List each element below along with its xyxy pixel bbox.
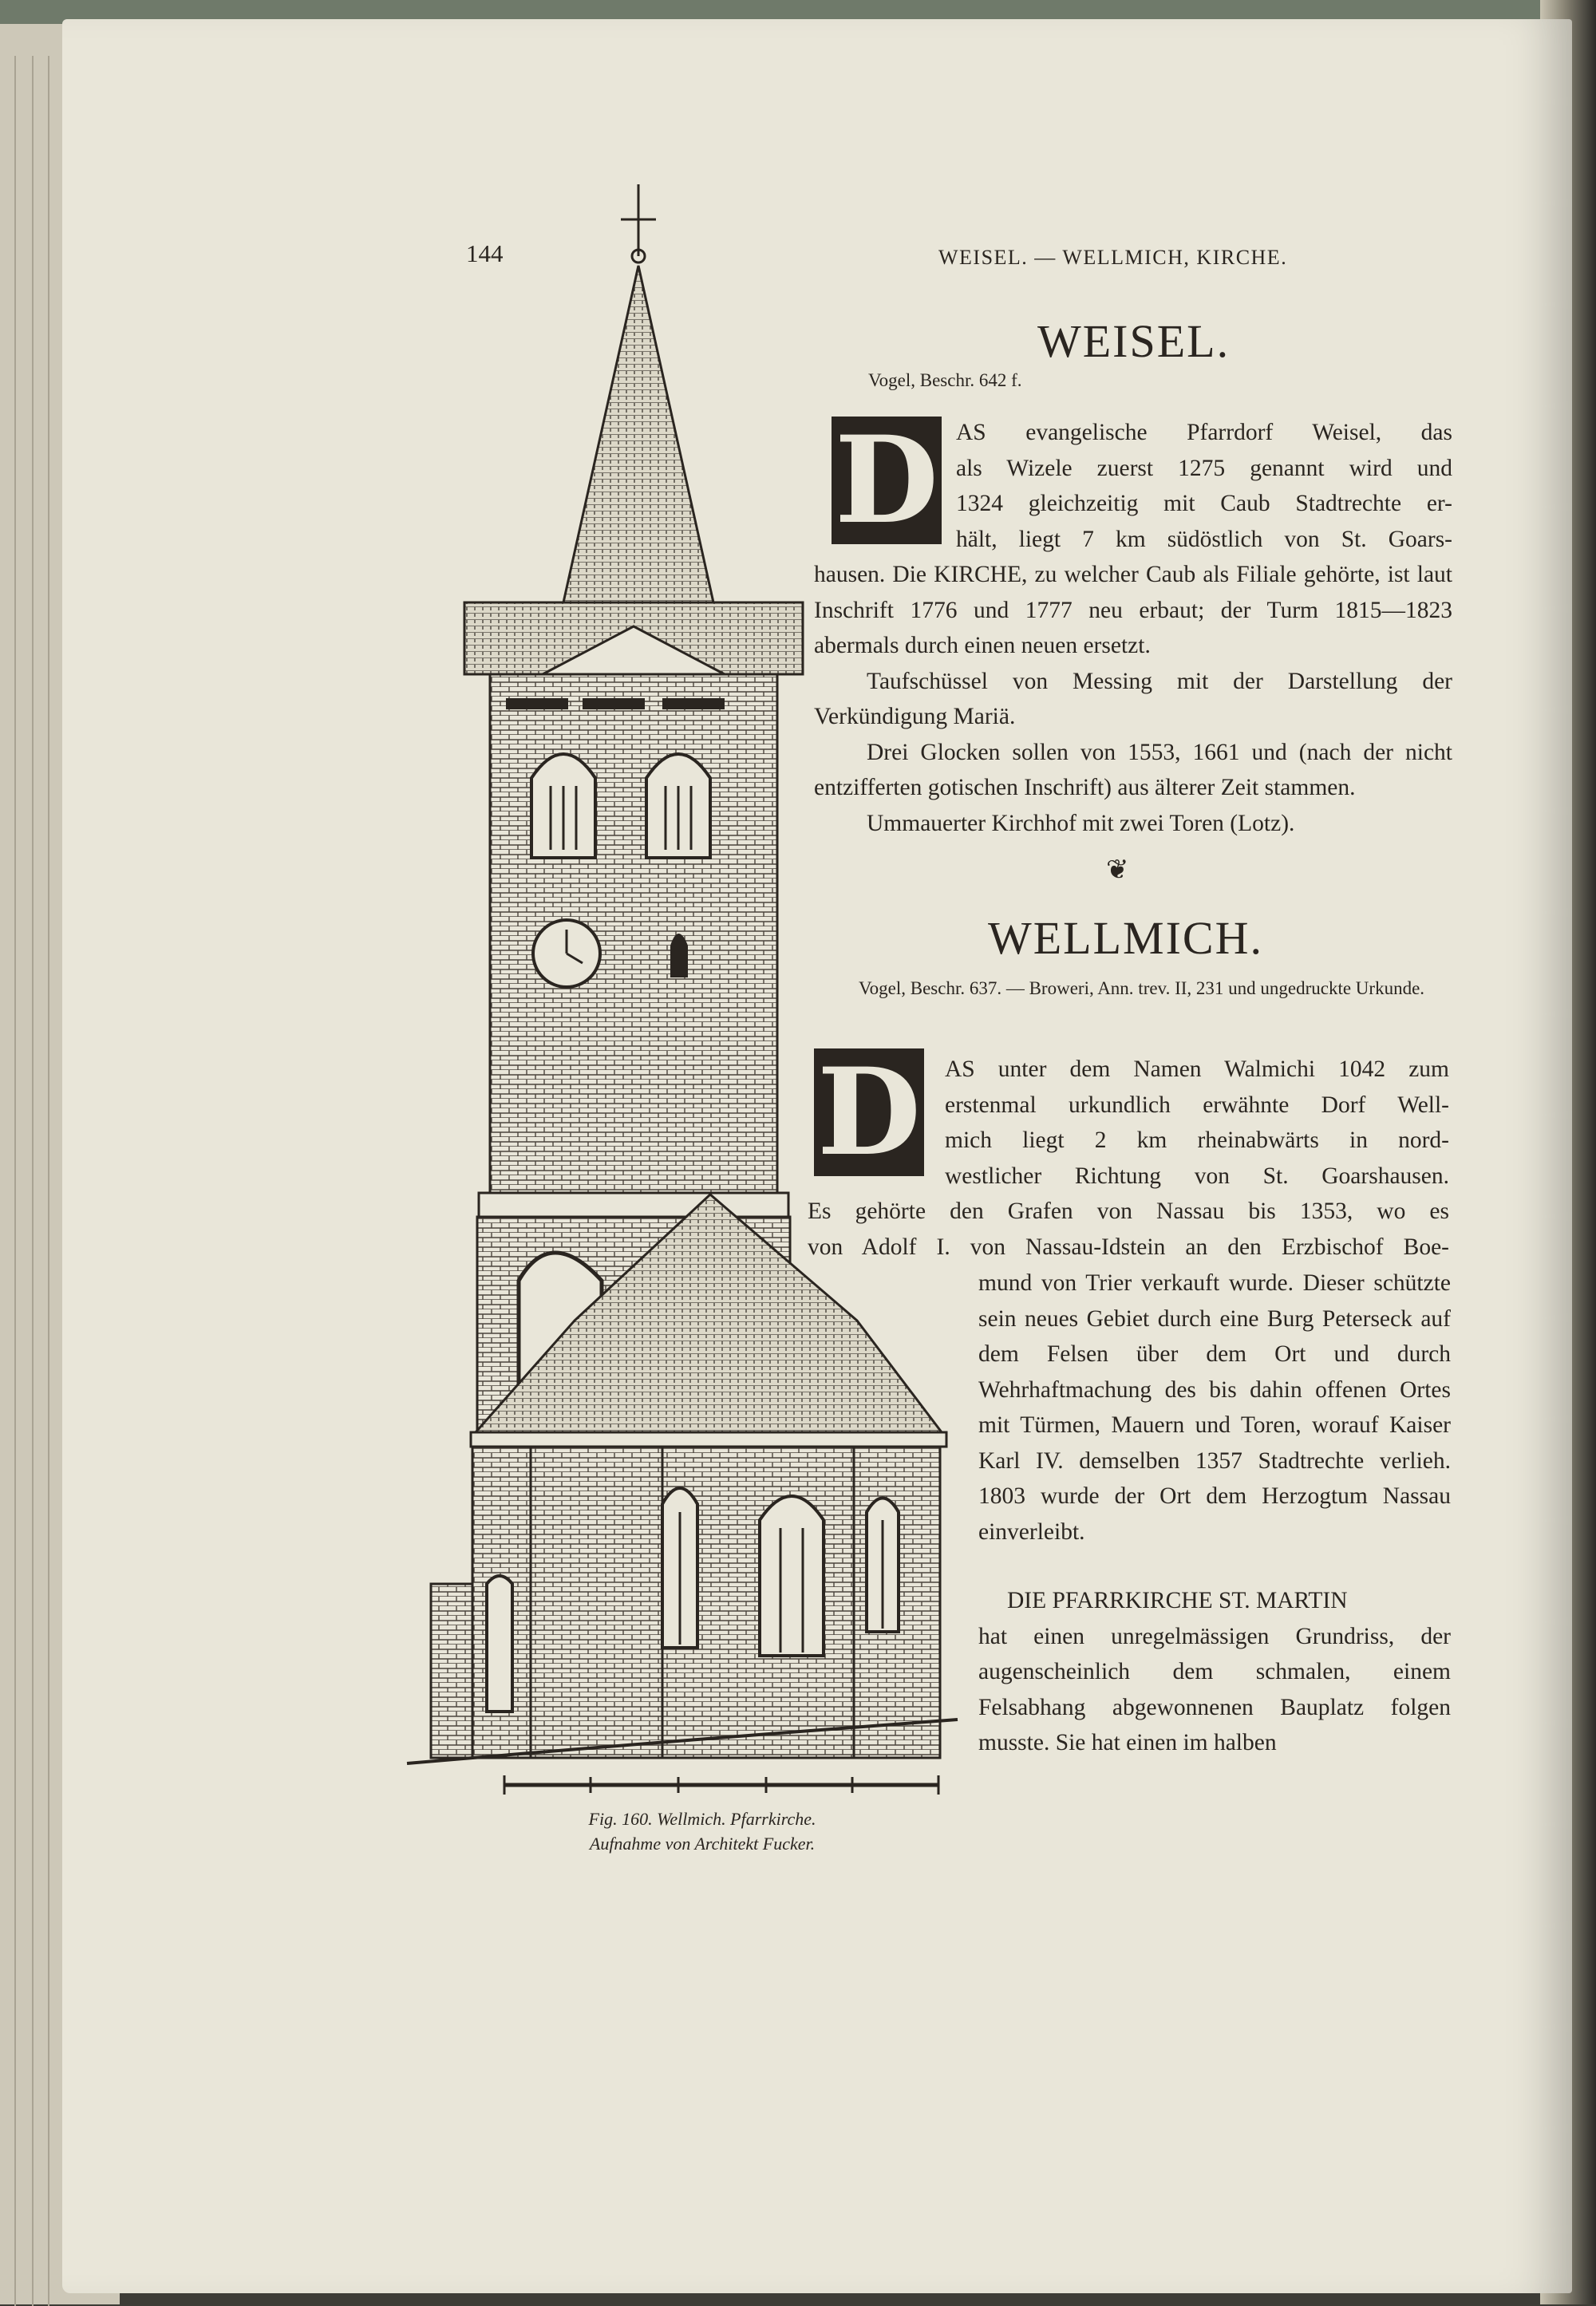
wellmich-church-heading: DIE PFARRKIRCHE ST. MARTIN xyxy=(1007,1588,1348,1613)
weisel-paragraph-2: Taufschüssel von Messing mit der Darstellung der Verkündigung Mariä. xyxy=(814,668,1452,729)
weisel-paragraph-3: Drei Glocken sollen von 1553, 1661 und (nach der nicht entzifferten gotischen Inschrift) aus älterer Zeit stammen. xyxy=(814,739,1452,800)
wellmich-paragraph-1: mund von Trier verkauft wurde. Dieser schützte sein neues Gebiet durch eine Burg Peterseck auf dem Felsen über dem Ort und durch Wehrhaftmachung des bis dahin offenen Ortes mit Türmen, Mauern und Toren, worauf Kaiser Karl IV. demselben 1357 Stadtrechte verlieh. 1803 wurde der Ort dem Herzogtum Nassau einverleibt. xyxy=(978,1270,1451,1545)
church-illustration xyxy=(399,180,974,1799)
weisel-reference: Vogel, Beschr. 642 f. xyxy=(868,370,1022,390)
wellmich-dropcap: D xyxy=(814,1048,924,1176)
wellmich-body xyxy=(978,1266,1451,1761)
caption-line-2: Aufnahme von Architekt Fucker. xyxy=(589,1834,816,1854)
weisel-paragraph-1: hausen. Die KIRCHE, zu welcher Caub als Filiale gehörte, ist laut Inschrift 1776 und 1777 neu erbaut; der Turm 1815—1823 abermals durch einen neuen ersetzt. xyxy=(814,562,1452,658)
spire xyxy=(621,184,656,263)
weisel-intro: AS evangelische Pfarrdorf Weisel, das als Wizele zuerst 1275 genannt wird und 1324 gleichzeitig mit Caub Stadtrechte er- hält, liegt 7 km südöstlich von St. Goars- xyxy=(956,420,1452,552)
wellmich-church-text: hat einen unregelmässigen Grundriss, der augenscheinlich dem schmalen, einem Felsabhang abgewonnenen Bauplatz folgen musste. Sie hat einen im halben xyxy=(978,1623,1451,1755)
ornament-icon: ❦ xyxy=(1106,855,1129,885)
figure-caption xyxy=(495,1806,910,1856)
caption-line-1: Fig. 160. Wellmich. Pfarrkirche. xyxy=(588,1809,816,1829)
wellmich-title: WELLMICH. xyxy=(988,912,1263,964)
weisel-paragraph-4: Ummauerter Kirchhof mit zwei Toren (Lotz). xyxy=(867,810,1295,836)
running-head: WEISEL. — WELLMICH, KIRCHE. xyxy=(938,246,1288,269)
wellmich-reference: Vogel, Beschr. 637. — Broweri, Ann. trev. II, 231 und ungedruckte Urkunde. xyxy=(859,978,1425,998)
wellmich-intro: AS unter dem Namen Walmichi 1042 zum erstenmal urkundlich erwähnte Dorf Well- mich liegt 2 km rheinabwärts in nord- westlicher Richtung von St. Goarshausen. xyxy=(945,1056,1449,1189)
weisel-title: WEISEL. xyxy=(1037,315,1231,367)
page-number: 144 xyxy=(466,239,504,267)
wellmich-mid: Es gehörte den Grafen von Nassau bis 1353, wo es von Adolf I. von Nassau-Idstein an den Erzbischof Boe- xyxy=(808,1198,1449,1260)
weisel-dropcap: D xyxy=(832,417,942,544)
